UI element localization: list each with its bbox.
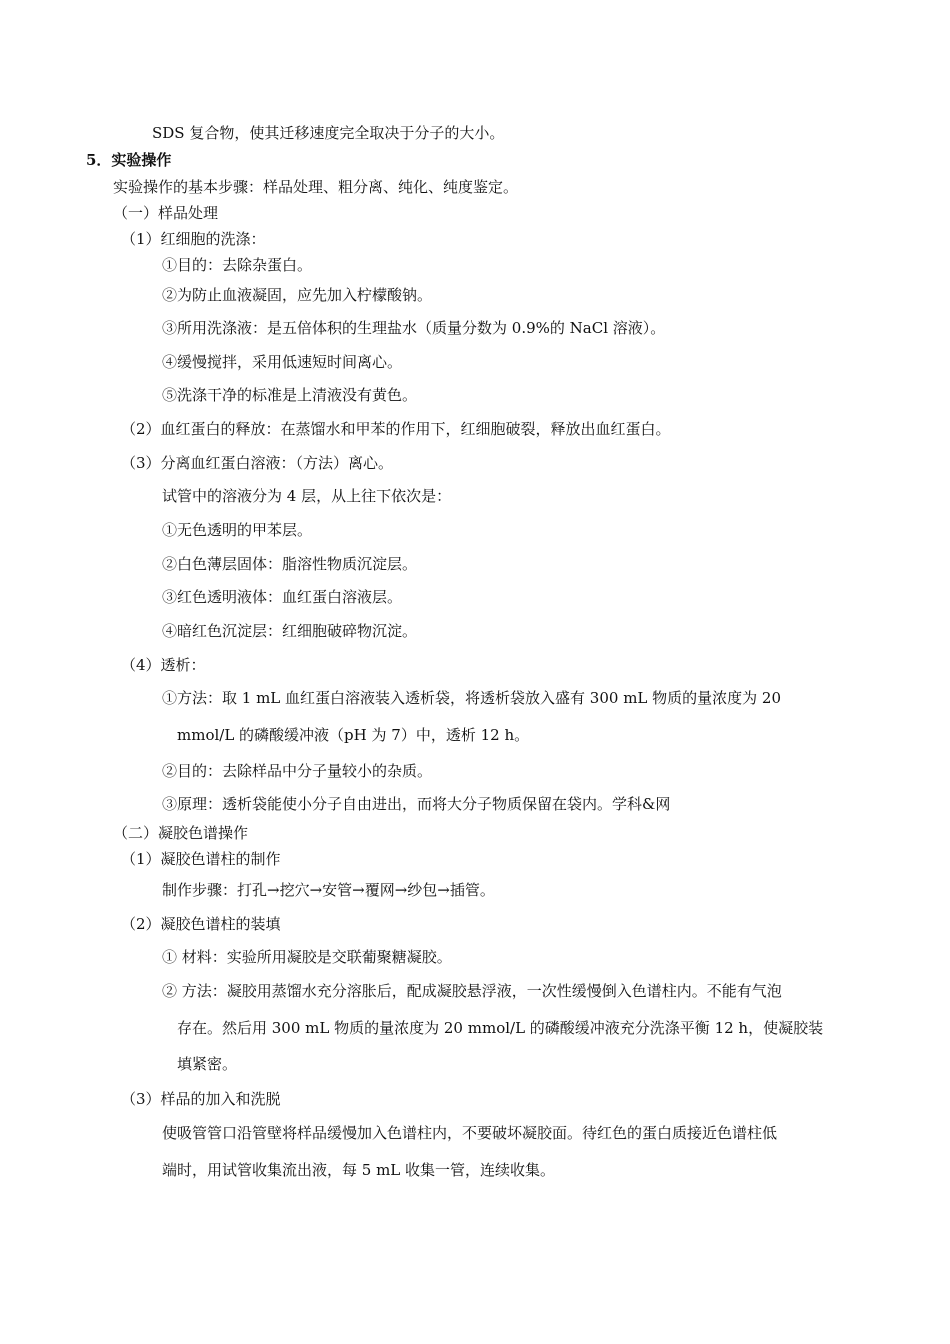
- dialysis-purpose: ②目的：去除样品中分子量较小的杂质。: [162, 762, 433, 780]
- part-1-heading: （一）样品处理: [113, 204, 219, 222]
- load-heading: （3）样品的加入和洗脱: [121, 1090, 281, 1108]
- dialysis-principle: ③原理：透析袋能使小分子自由进出，而将大分子物质保留在袋内。学科&网: [162, 795, 671, 813]
- layer-item: ④暗红色沉淀层：红细胞破碎物沉淀。: [162, 622, 418, 640]
- fill-method-line: 填紧密。: [177, 1055, 238, 1073]
- wash-item: ①目的：去除杂蛋白。: [162, 256, 313, 274]
- layer-item: ③红色透明液体：血红蛋白溶液层。: [162, 588, 403, 606]
- layer-item: ①无色透明的甲苯层。: [162, 521, 313, 539]
- release-line: （2）血红蛋白的释放：在蒸馏水和甲苯的作用下，红细胞破裂，释放出血红蛋白。: [121, 420, 671, 438]
- fill-method-line: 存在。然后用 300 mL 物质的量浓度为 20 mmol/L 的磷酸缓冲液充分洗涤平衡 12 h，使凝胶装: [177, 1019, 824, 1037]
- wash-item: ④缓慢搅拌，采用低速短时间离心。: [162, 353, 403, 371]
- separate-intro: 试管中的溶液分为 4 层，从上往下依次是：: [162, 487, 452, 505]
- layer-item: ②白色薄层固体：脂溶性物质沉淀层。: [162, 555, 418, 573]
- dialysis-method-line: mmol/L 的磷酸缓冲液（pH 为 7）中，透析 12 h。: [177, 726, 530, 744]
- make-heading: （1）凝胶色谱柱的制作: [121, 850, 281, 868]
- make-steps: 制作步骤：打孔→挖穴→安管→覆网→纱包→插管。: [162, 881, 495, 899]
- dialysis-heading: （4）透析：: [121, 656, 206, 674]
- fill-heading: （2）凝胶色谱柱的装填: [121, 915, 281, 933]
- dialysis-method-line: ①方法：取 1 mL 血红蛋白溶液装入透析袋，将透析袋放入盛有 300 mL 物质的量浓度为 20: [162, 689, 782, 707]
- part-2-heading: （二）凝胶色谱操作: [113, 824, 249, 842]
- sds-line: SDS 复合物，使其迁移速度完全取决于分子的大小。: [152, 124, 505, 142]
- fill-method-line: ② 方法：凝胶用蒸馏水充分溶胀后，配成凝胶悬浮液，一次性缓慢倒入色谱柱内。不能有气泡: [162, 982, 782, 1000]
- wash-item: ②为防止血液凝固，应先加入柠檬酸钠。: [162, 286, 433, 304]
- wash-item: ③所用洗涤液：是五倍体积的生理盐水（质量分数为 0.9%的 NaCl 溶液）。: [162, 319, 666, 337]
- fill-material: ① 材料：实验所用凝胶是交联葡聚糖凝胶。: [162, 948, 452, 966]
- wash-heading: （1）红细胞的洗涤：: [121, 230, 266, 248]
- load-line: 端时，用试管收集流出液，每 5 mL 收集一管，连续收集。: [162, 1161, 556, 1179]
- wash-item: ⑤洗涤干净的标准是上清液没有黄色。: [162, 386, 418, 404]
- section-5-heading: 5．实验操作: [86, 151, 172, 169]
- load-line: 使吸管管口沿管壁将样品缓慢加入色谱柱内，不要破坏凝胶面。待红色的蛋白质接近色谱柱低: [162, 1124, 778, 1142]
- separate-heading: （3）分离血红蛋白溶液：（方法）离心。: [121, 454, 394, 472]
- basic-steps-line: 实验操作的基本步骤：样品处理、粗分离、纯化、纯度鉴定。: [113, 178, 519, 196]
